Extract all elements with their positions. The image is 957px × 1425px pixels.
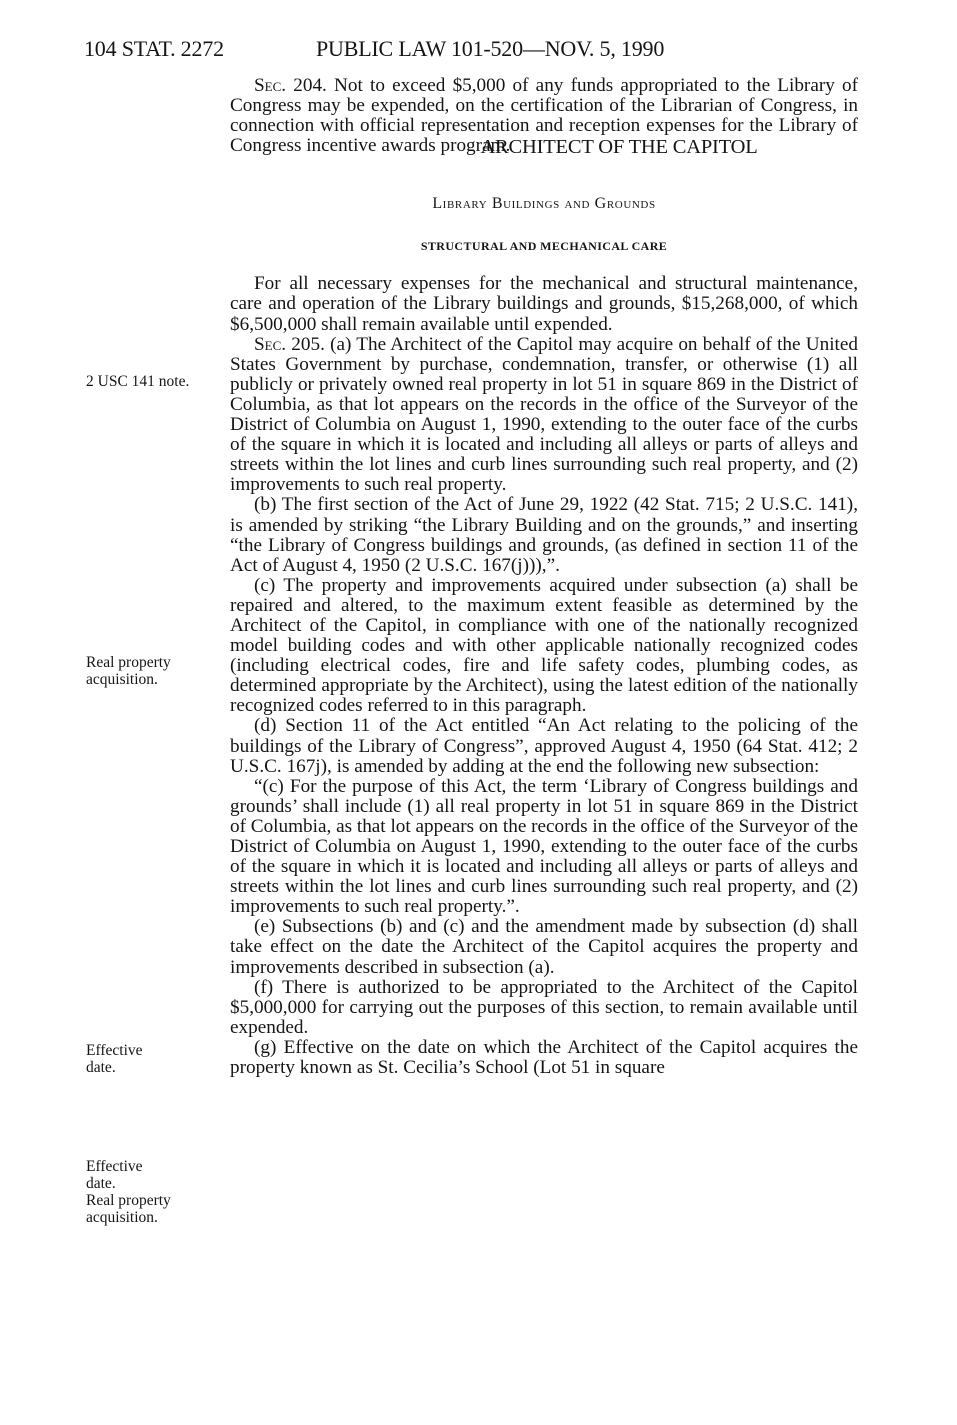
margin-note-effective-date: Effective date. bbox=[86, 1042, 143, 1076]
subsection-f: (f) There is authorized to be appropriated to the Architect of the Capitol $5,000,000 for carrying out the purposes of this section, to remain available until expended. bbox=[230, 976, 858, 1038]
public-law-title: PUBLIC LAW 101-520—NOV. 5, 1990 bbox=[316, 36, 665, 61]
section-204-label: Sec. 204. bbox=[254, 75, 327, 96]
appropriation-paragraph: For all necessary expenses for the mechanical and structural maintenance, care and operation of the Library buildings and grounds, $15,268,000, of which $6,500,000 shall remain available until expended. bbox=[230, 273, 858, 335]
subsection-c: (c) The property and improvements acquired under subsection (a) shall be repaired and altered, to the maximum extent feasible as determined by the Architect of the Capitol, in compliance with one of the nationally recognized model building codes and with other applicable nationally recognized codes (including electrical codes, fire and life safety codes, plumbing codes, as determined appropriate by the Architect), using the latest edition of the nationally recognized codes referred to in this paragraph. bbox=[230, 574, 858, 717]
margin-note-real-property-2: Real property acquisition. bbox=[86, 1192, 171, 1226]
subsection-d-quote: “(c) For the purpose of this Act, the term ‘Library of Congress buildings and grounds’ shall include (1) all real property in lot 51 in square 869 in the District of Columbia, as that lot appears on the records in the office of the Surveyor of the District of Columbia on August 1, 1990, extending to the outer face of the curbs of the square in which it is located and including all alleys or parts of alleys and streets within the lot lines and curb lines surrounding such real property, and (2) improvements to such real property.”. bbox=[230, 775, 858, 918]
margin-note-real-property: Real property acquisition. bbox=[86, 654, 171, 688]
subsection-d: (d) Section 11 of the Act entitled “An Act relating to the policing of the buildings of the Library of Congress”, approved August 4, 1950 (64 Stat. 412; 2 U.S.C. 167j), is amended by adding at the end the following new subsection: bbox=[230, 715, 858, 777]
margin-note-effective-date-2: Effective date. bbox=[86, 1158, 143, 1192]
subsection-b: (b) The first section of the Act of June 29, 1922 (42 Stat. 715; 2 U.S.C. 141), is amended by striking “the Library Building and on the grounds,” and inserting “the Library of Congress buildings and grounds, (as defined in section 11 of the Act of August 4, 1950 (2 U.S.C. 167(j))),”. bbox=[230, 494, 858, 576]
main-text-column bbox=[230, 76, 858, 1078]
heading-architect: ARCHITECT OF THE CAPITOL bbox=[480, 136, 758, 159]
subsection-g: (g) Effective on the date on which the Architect of the Capitol acquires the property known as St. Cecilia’s School (Lot 51 in square bbox=[230, 1036, 858, 1079]
subsection-e: (e) Subsections (b) and (c) and the amendment made by subsection (d) shall take effect on the date the Architect of the Capitol acquires the property and improvements described in subsection (a). bbox=[230, 916, 858, 978]
section-205-a bbox=[230, 335, 858, 496]
section-205-label: Sec. 205. bbox=[254, 333, 325, 355]
margin-note-usc: 2 USC 141 note. bbox=[86, 373, 190, 390]
stat-page-number: 104 STAT. 2272 bbox=[84, 36, 224, 61]
heading-library-buildings: Library Buildings and Grounds bbox=[432, 195, 656, 213]
section-205-a-text: (a) The Architect of the Capitol may acquire on behalf of the United States Government by purchase, condemnation, transfer, or otherwise (1) all publicly or privately owned real property in lot 51 in square 869 in the District of Columbia, as that lot appears on the records in the office of the Surveyor of the District of Columbia on August 1, 1990, extending to the outer face of the curbs of the square in which it is located and including all alleys or parts of alleys and streets within the lot lines and curb lines surrounding such real property, and (2) improvements to such real property. bbox=[230, 333, 858, 496]
section-204-text: Not to exceed $5,000 of any funds appropriated to the Library of Congress may be expended, on the certification of the Librarian of Congress, in connection with official representation and reception expenses for the Library of Congress incentive awards program. bbox=[230, 75, 858, 157]
heading-structural-care: STRUCTURAL AND MECHANICAL CARE bbox=[420, 239, 668, 254]
